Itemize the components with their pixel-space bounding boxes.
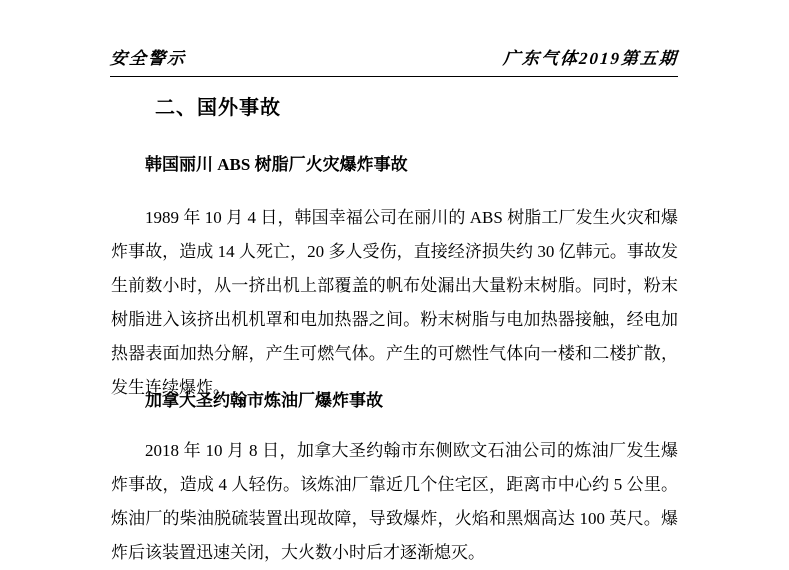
article-1-title: 韩国丽川 ABS 树脂厂火灾爆炸事故 — [145, 155, 408, 174]
article-2-paragraph: 2018 年 10 月 8 日，加拿大圣约翰市东侧欧文石油公司的炼油厂发生爆炸事故，造成 4 人轻伤。该炼油厂靠近几个住宅区，距离市中心约 5 公里。炼油厂的柴油脱硫装置出现故障，导致爆炸，火焰和黑烟高达 100 英尺。爆炸后该装置迅速关闭，大火数小时后才逐渐熄灭。 — [111, 441, 678, 562]
section-heading: 二、国外事故 — [155, 97, 281, 119]
header-left-title: 安全警示 — [109, 49, 187, 68]
header-right-title: 广东气体2019第五期 — [502, 49, 679, 68]
page-header — [110, 48, 678, 77]
article-2-title: 加拿大圣约翰市炼油厂爆炸事故 — [145, 391, 383, 410]
article-1-paragraph: 1989 年 10 月 4 日，韩国幸福公司在丽川的 ABS 树脂工厂发生火灾和爆炸事故，造成 14 人死亡，20 多人受伤，直接经济损失约 30 亿韩元。事故发生前数小时，从一挤出机上部覆盖的帆布处漏出大量粉末树脂。同时，粉末树脂进入该挤出机机罩和电加热器之间。粉末树脂与电加热器接触，经电加热器表面加热分解，产生可燃气体。产生的可燃性气体向一楼和二楼扩散，发生连续爆炸。 — [111, 208, 678, 397]
